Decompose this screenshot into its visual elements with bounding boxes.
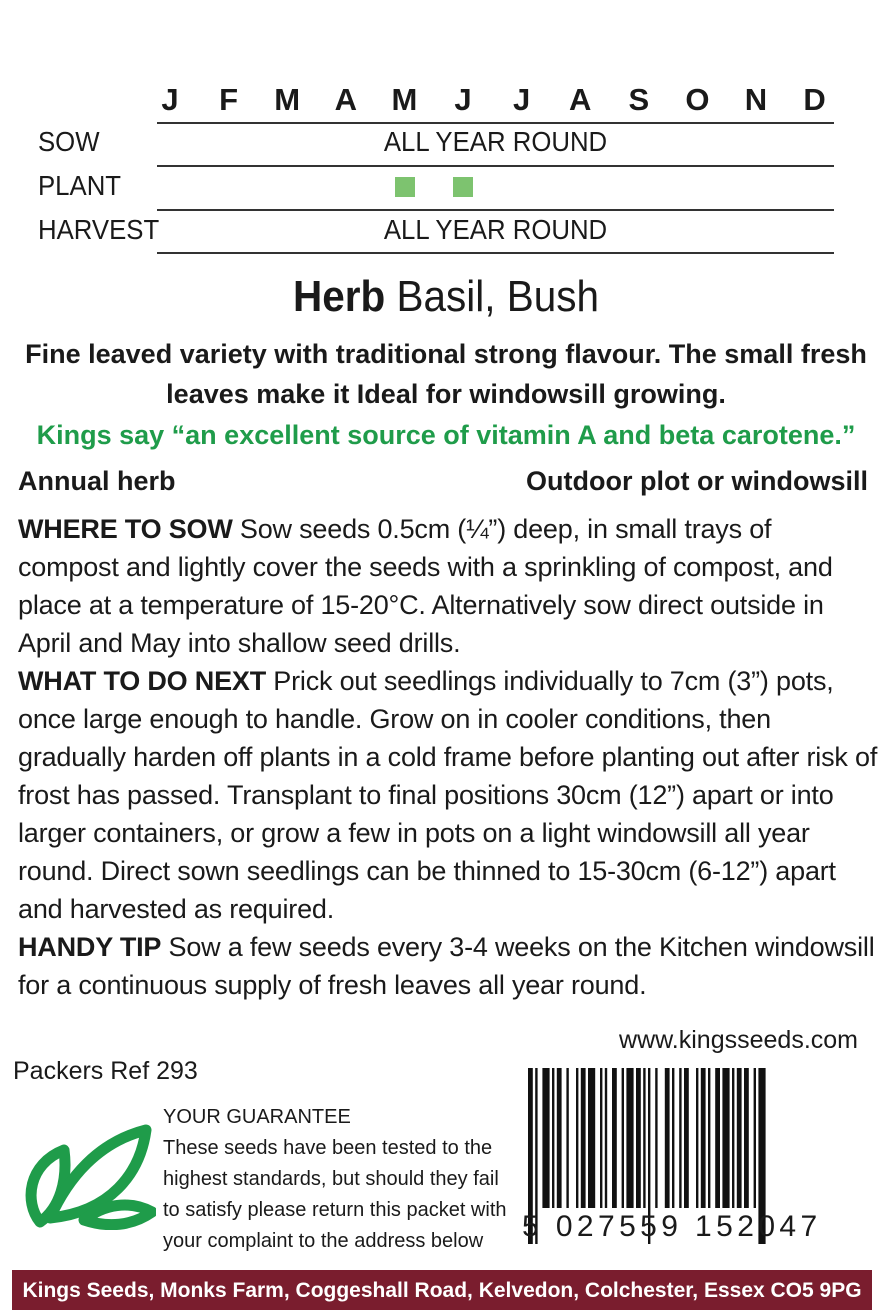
plant-month-marker bbox=[395, 177, 415, 197]
barcode-bar bbox=[636, 1068, 641, 1208]
barcode-bar bbox=[655, 1068, 657, 1208]
leaf-logo-icon bbox=[14, 1122, 156, 1230]
month-label: J bbox=[512, 82, 531, 117]
product-name: Basil, Bush bbox=[385, 272, 599, 321]
guarantee-line: These seeds have been tested to the bbox=[163, 1137, 493, 1159]
month-label: A bbox=[334, 82, 357, 117]
barcode-bar bbox=[643, 1068, 645, 1208]
month-label: J bbox=[454, 82, 472, 117]
harvest-period: ALL YEAR ROUND bbox=[383, 214, 608, 245]
barcode-bar bbox=[744, 1068, 749, 1208]
kings-quote: Kings say “an excellent source of vitamin A and beta carotene.” bbox=[36, 420, 856, 450]
growing-location: Outdoor plot or windowsill bbox=[526, 466, 868, 496]
month-label: S bbox=[628, 82, 650, 117]
month-label: F bbox=[219, 82, 239, 117]
barcode-bar bbox=[679, 1068, 681, 1208]
barcode-bar bbox=[542, 1068, 549, 1208]
section-text: Sow seeds 0.5cm (¼”) deep, in small trays of compost and lightly cover the seeds with a sprinkling of compost, and place at a temperature of 15-20°C. Alternatively sow direct outside in April and May into shallow seed drills. bbox=[18, 514, 833, 658]
month-label: N bbox=[744, 82, 768, 117]
packers-ref: Packers Ref 293 bbox=[13, 1057, 198, 1085]
calendar-divider bbox=[157, 209, 834, 211]
instructions bbox=[18, 510, 878, 1004]
barcode-bar bbox=[737, 1068, 742, 1208]
barcode-bar bbox=[722, 1068, 729, 1208]
barcode-bar bbox=[626, 1068, 633, 1208]
barcode-bar bbox=[665, 1068, 670, 1208]
product-description: Fine leaved variety with traditional strong flavour. The small fresh leaves make it Ideal for windowsill growing. bbox=[25, 339, 867, 409]
section-text: Sow a few seeds every 3-4 weeks on the Kitchen windowsill for a continuous supply of fresh leaves all year round. bbox=[18, 932, 875, 1000]
sow-period: ALL YEAR ROUND bbox=[383, 126, 608, 157]
barcode-bar bbox=[672, 1068, 674, 1208]
product-title bbox=[36, 272, 857, 322]
month-header bbox=[158, 82, 838, 116]
month-label: M bbox=[274, 82, 301, 117]
section-heading: WHAT TO DO NEXT bbox=[18, 666, 266, 696]
barcode-bar bbox=[612, 1068, 617, 1208]
section-heading: WHERE TO SOW bbox=[18, 514, 233, 544]
guarantee-line: to satisfy please return this packet with bbox=[163, 1199, 507, 1221]
barcode-bar bbox=[557, 1068, 562, 1208]
section-what-to-do-next bbox=[18, 662, 878, 928]
guarantee-block bbox=[163, 1102, 533, 1257]
plant-type: Annual herb bbox=[18, 466, 176, 496]
month-label: O bbox=[685, 82, 710, 117]
barcode-bar bbox=[576, 1068, 578, 1208]
calendar-label-plant: PLANT bbox=[38, 170, 122, 201]
section-text: Prick out seedlings individually to 7cm (3”) pots, once large enough to handle. Grow on in cooler conditions, then gradually harden off plants in a cold frame before planting out after risk of frost has passed. Transplant to final positions 30cm (12”) apart or into larger containers, or grow a few in pots on a light windowsill all year round. Direct sown seedlings can be thinned to 15-30cm (6-12”) apart and harvested as required. bbox=[18, 666, 878, 924]
month-label: J bbox=[161, 82, 179, 117]
section-where-to-sow bbox=[18, 510, 878, 662]
section-heading: HANDY TIP bbox=[18, 932, 162, 962]
barcode-bar bbox=[566, 1068, 568, 1208]
section-handy-tip bbox=[18, 928, 878, 1004]
calendar-divider bbox=[157, 252, 834, 254]
barcode-bar bbox=[701, 1068, 706, 1208]
company-address: Kings Seeds, Monks Farm, Coggeshall Road, Kelvedon, Colchester, Essex CO5 9PG bbox=[12, 1270, 872, 1310]
barcode-bar bbox=[552, 1068, 554, 1208]
barcode-bar bbox=[715, 1068, 720, 1208]
calendar-label-sow: SOW bbox=[38, 126, 100, 157]
calendar-divider bbox=[157, 122, 834, 124]
barcode-bar bbox=[581, 1068, 586, 1208]
barcode-number: 5 027559 152047 bbox=[522, 1210, 822, 1243]
barcode-bar bbox=[684, 1068, 689, 1208]
calendar-divider bbox=[157, 165, 834, 167]
website-link[interactable]: www.kingsseeds.com bbox=[619, 1026, 858, 1054]
month-label: M bbox=[391, 82, 418, 117]
barcode-bar bbox=[622, 1068, 624, 1208]
barcode-bar bbox=[605, 1068, 607, 1208]
product-category: Herb bbox=[293, 272, 386, 321]
barcode-bar bbox=[732, 1068, 734, 1208]
plant-month-marker bbox=[453, 177, 473, 197]
barcode-bar bbox=[754, 1068, 756, 1208]
calendar-label-harvest: HARVEST bbox=[38, 214, 160, 245]
barcode-bar bbox=[600, 1068, 602, 1208]
month-label: A bbox=[568, 82, 592, 117]
barcode-bar bbox=[696, 1068, 698, 1208]
guarantee-line: highest standards, but should they fail bbox=[163, 1168, 499, 1190]
barcode-bar bbox=[588, 1068, 595, 1208]
month-label: D bbox=[803, 82, 826, 117]
barcode-bar bbox=[708, 1068, 710, 1208]
guarantee-line: your complaint to the address below bbox=[163, 1230, 484, 1252]
guarantee-heading: YOUR GUARANTEE bbox=[163, 1106, 351, 1128]
